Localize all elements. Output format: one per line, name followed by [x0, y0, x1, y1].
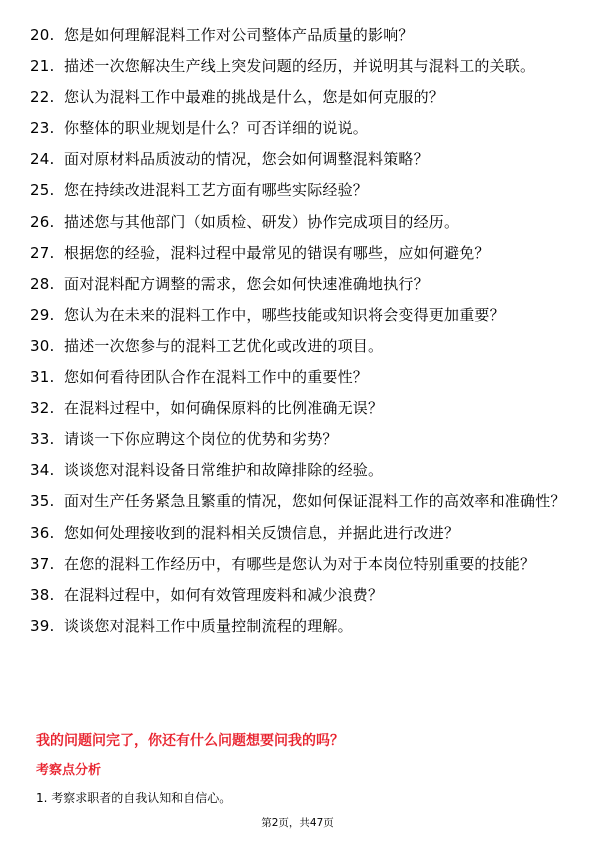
question-text: 描述您与其他部门（如质检、研发）协作完成项目的经历。: [64, 212, 460, 231]
question-number: 39.: [30, 616, 55, 635]
question-text: 描述一次您解决生产线上突发问题的经历，并说明其与混料工的关联。: [64, 57, 536, 76]
question-item: [30, 86, 570, 108]
question-item: [30, 304, 570, 326]
question-number: 31.: [30, 368, 55, 387]
question-item: [30, 242, 570, 264]
question-number: 29.: [30, 305, 55, 324]
question-item: [30, 553, 570, 575]
question-text: 你整体的职业规划是什么？可否详细的说说。: [64, 119, 369, 138]
question-number: 33.: [30, 430, 55, 449]
question-item: [30, 490, 570, 512]
question-item: [30, 366, 570, 388]
question-text: 根据您的经验，混料过程中最常见的错误有哪些，应如何避免？: [64, 243, 490, 262]
question-item: [30, 428, 570, 450]
question-list: [30, 24, 570, 646]
question-item: [30, 522, 570, 544]
question-text: 您在持续改进混料工艺方面有哪些实际经验？: [64, 181, 369, 200]
question-item: [30, 148, 570, 170]
question-number: 37.: [30, 554, 55, 573]
question-text: 您如何处理接收到的混料相关反馈信息，并据此进行改进？: [64, 523, 460, 542]
question-number: 21.: [30, 57, 55, 76]
question-item: [30, 24, 570, 46]
question-item: [30, 179, 570, 201]
question-text: 面对原材料品质波动的情况，您会如何调整混料策略？: [64, 150, 429, 169]
question-text: 您是如何理解混料工作对公司整体产品质量的影响？: [64, 26, 414, 44]
question-item: [30, 273, 570, 295]
question-text: 您认为在未来的混料工作中，哪些技能或知识将会变得更加重要？: [64, 305, 505, 324]
question-item: [30, 459, 570, 481]
question-item: [30, 55, 570, 77]
analysis-section-title: 考察点分析: [36, 763, 102, 778]
analysis-point: 1. 考察求职者的自我认知和自信心。: [36, 791, 232, 805]
question-number: 36.: [30, 523, 55, 542]
question-text: 在您的混料工作经历中，有哪些是您认为对于本岗位特别重要的技能？: [64, 554, 536, 573]
question-number: 24.: [30, 150, 55, 169]
question-text: 您认为混料工作中最难的挑战是什么，您是如何克服的？: [64, 88, 445, 107]
question-number: 22.: [30, 88, 55, 107]
question-item: [30, 584, 570, 606]
question-item: [30, 397, 570, 419]
question-number: 38.: [30, 585, 55, 604]
question-number: 26.: [30, 212, 55, 231]
question-text: 面对生产任务紧急且繁重的情况，您如何保证混料工作的高效率和准确性？: [64, 492, 566, 511]
question-text: 谈谈您对混料设备日常维护和故障排除的经验。: [64, 461, 384, 480]
question-number: 32.: [30, 399, 55, 418]
page-footer: 第2页，共47页: [261, 817, 334, 829]
question-number: 25.: [30, 181, 55, 200]
question-text: 请谈一下你应聘这个岗位的优势和劣势？: [64, 430, 338, 449]
question-text: 面对混料配方调整的需求，您会如何快速准确地执行？: [64, 274, 429, 293]
question-item: [30, 211, 570, 233]
question-item: [30, 615, 570, 637]
question-number: 20.: [30, 26, 55, 44]
question-item: [30, 117, 570, 139]
question-text: 描述一次您参与的混料工艺优化或改进的项目。: [64, 336, 384, 355]
question-text: 在混料过程中，如何确保原料的比例准确无误？: [64, 399, 384, 418]
question-number: 23.: [30, 119, 55, 138]
question-text: 您如何看待团队合作在混料工作中的重要性？: [64, 368, 369, 387]
question-number: 28.: [30, 274, 55, 293]
question-text: 在混料过程中，如何有效管理废料和减少浪费？: [64, 585, 384, 604]
question-text: 谈谈您对混料工作中质量控制流程的理解。: [64, 616, 353, 635]
question-number: 27.: [30, 243, 55, 262]
question-item: [30, 335, 570, 357]
closing-question: 我的问题问完了，你还有什么问题想要问我的吗？: [36, 733, 344, 749]
question-number: 35.: [30, 492, 55, 511]
question-number: 34.: [30, 461, 55, 480]
question-number: 30.: [30, 336, 55, 355]
